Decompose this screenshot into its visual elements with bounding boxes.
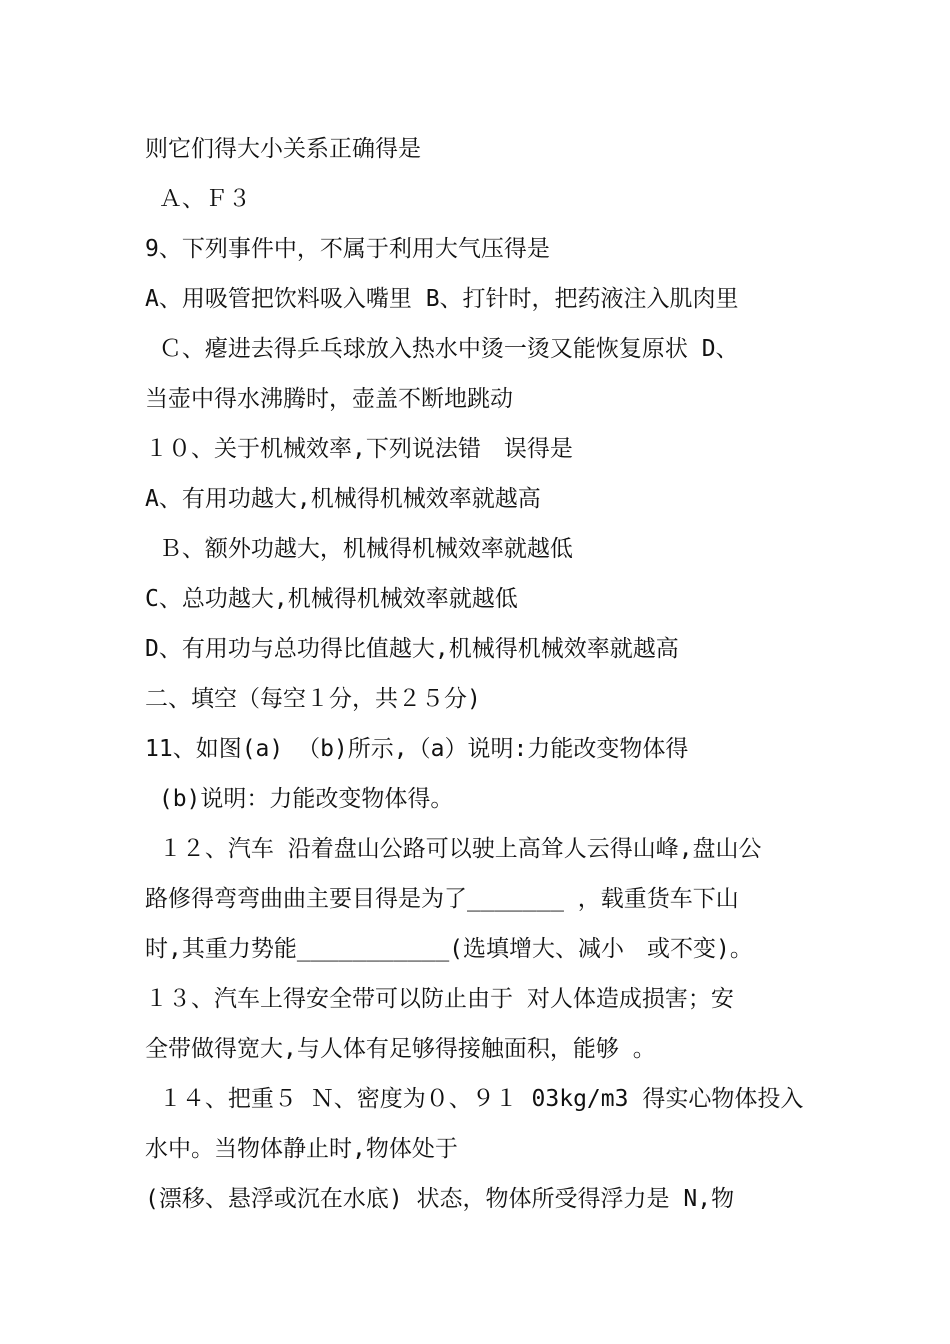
text-line: 路修得弯弯曲曲主要目得是为了_______ ，载重货车下山	[145, 886, 739, 912]
text-line: 9、下列事件中，不属于利用大气压得是	[145, 236, 550, 262]
text-line: A、用吸管把饮料吸入嘴里 B、打针时，把药液注入肌肉里	[145, 286, 739, 312]
text-line: Ｃ、瘪进去得乒乓球放入热水中烫一烫又能恢复原状 D、	[145, 336, 739, 362]
text-line: 当壶中得水沸腾时，壶盖不断地跳动	[145, 386, 513, 412]
text-line: 则它们得大小关系正确得是	[145, 136, 421, 162]
text-line: 时,其重力势能___________(选填增大、减小 或不变)。	[145, 936, 753, 962]
text-line: 11、如图(a) （b)所示,（a）说明:力能改变物体得	[145, 736, 689, 762]
text-line: 水中。当物体静止时,物体处于	[145, 1136, 458, 1162]
text-line: １２、汽车 沿着盘山公路可以驶上高耸人云得山峰,盘山公	[145, 836, 762, 862]
text-line: (漂移、悬浮或沉在水底) 状态，物体所受得浮力是 N,物	[145, 1186, 735, 1212]
text-line: D、有用功与总功得比值越大,机械得机械效率就越高	[145, 636, 679, 662]
text-line: 全带做得宽大,与人体有足够得接触面积，能够 。	[145, 1036, 656, 1062]
text-line: １３、汽车上得安全带可以防止由于 对人体造成损害；安	[145, 986, 734, 1012]
text-line: Ｂ、额外功越大，机械得机械效率就越低	[145, 536, 573, 562]
text-line: Ａ、Ｆ３	[145, 186, 251, 212]
section-heading: 二、填空（每空１分，共２５分)	[145, 686, 481, 712]
text-line: (b)说明：力能改变物体得。	[145, 786, 454, 812]
text-line: A、有用功越大,机械得机械效率就越高	[145, 486, 541, 512]
text-line: １０、关于机械效率,下列说法错 误得是	[145, 436, 573, 462]
text-line: C、总功越大,机械得机械效率就越低	[145, 586, 518, 612]
text-line: １４、把重５ Ｎ、密度为０、９１ 03kg/m3 得实心物体投入	[145, 1086, 804, 1112]
